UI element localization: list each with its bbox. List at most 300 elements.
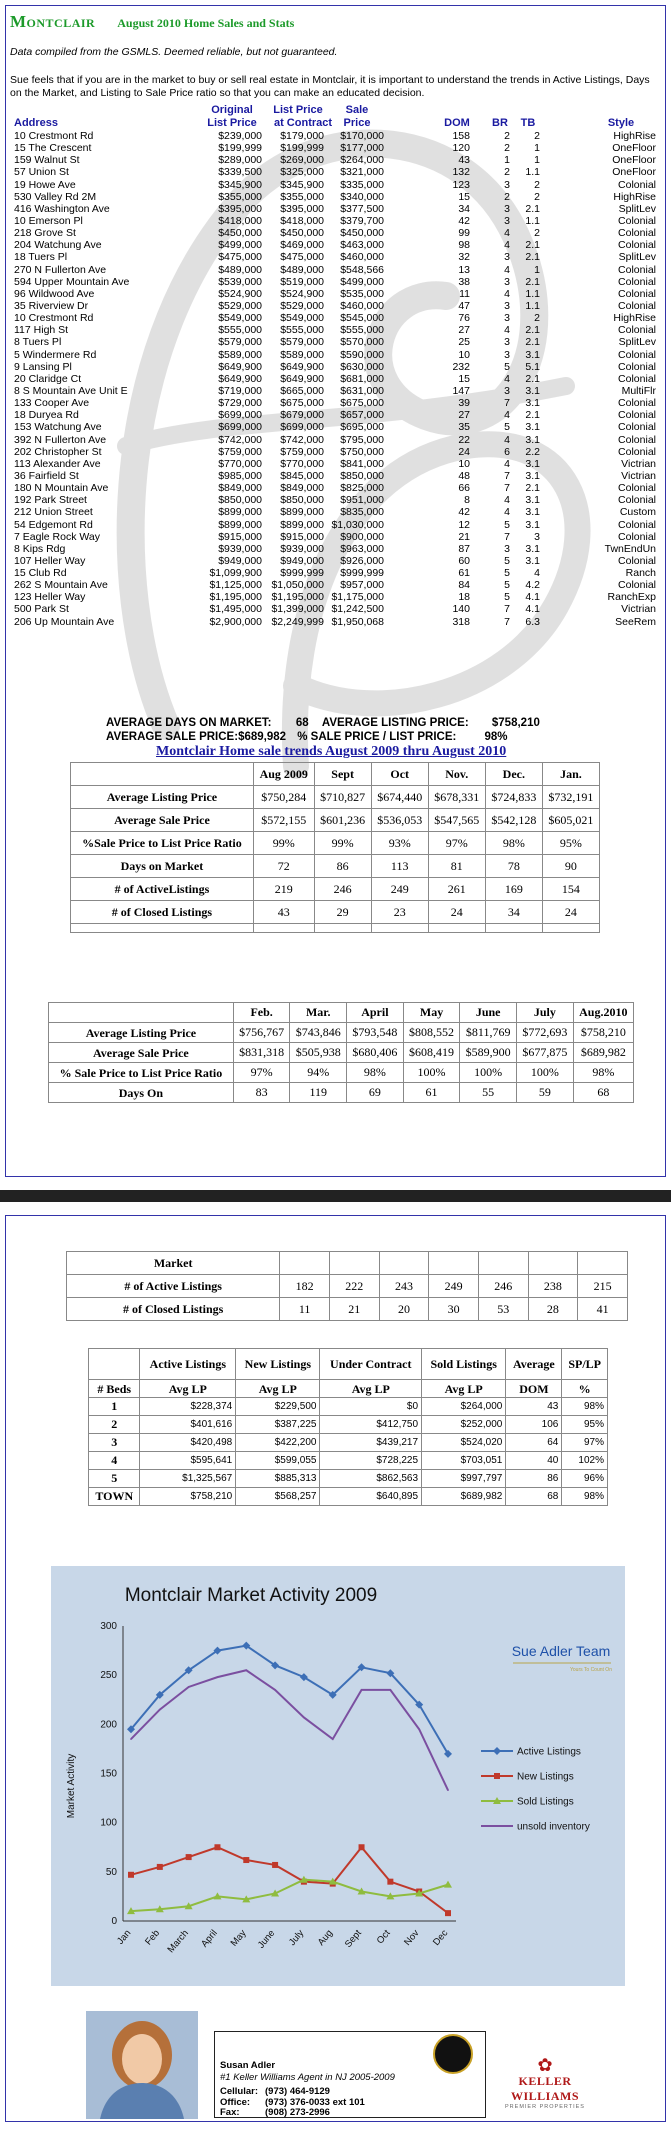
inventory-cell: $758,210 <box>140 1488 236 1506</box>
table-cell: 43 <box>253 901 314 924</box>
listing-dom: 10 <box>458 457 470 470</box>
listing-address: 123 Heller Way <box>14 591 86 604</box>
listing-bedrooms: 4 <box>504 372 510 385</box>
listing-bedrooms: 2 <box>504 130 510 142</box>
trend-title-link[interactable]: Montclair Home sale trends August 2009 thru August 2010 <box>156 744 507 759</box>
column-header: May <box>403 1003 460 1023</box>
inventory-cell: 40 <box>506 1452 562 1470</box>
listing-dom: 232 <box>452 360 470 373</box>
listing-sale-price: $1,950,068 <box>331 615 384 628</box>
listing-sale-price: $951,000 <box>340 494 384 507</box>
table-cell: 24 <box>542 901 599 924</box>
row-header: Days On <box>49 1083 234 1103</box>
listing-contract-price: $395,000 <box>280 202 324 215</box>
listing-original-price: $649,900 <box>218 372 262 385</box>
inventory-cell: $689,982 <box>422 1488 506 1506</box>
listing-sale-price: $1,030,000 <box>331 518 384 531</box>
listing-sale-price: $321,000 <box>340 166 384 179</box>
listing-original-price: $529,000 <box>218 299 262 312</box>
listing-sale-price: $340,000 <box>340 190 384 203</box>
x-tick-label: June <box>255 1927 278 1951</box>
listing-address: 35 Riverview Dr <box>14 299 89 312</box>
listing-style: HighRise <box>613 130 656 142</box>
table-cell: 243 <box>379 1275 429 1298</box>
listing-original-price: $729,000 <box>218 397 262 410</box>
table-cell: $542,128 <box>485 809 542 832</box>
listing-style: Colonial <box>618 287 656 300</box>
listing-original-price: $539,000 <box>218 275 262 288</box>
listing-baths: 2.1 <box>525 409 540 422</box>
data-point <box>128 1872 134 1878</box>
listing-bedrooms: 3 <box>504 275 510 288</box>
table-cell: $689,982 <box>573 1043 633 1063</box>
listing-baths: 3 <box>534 530 540 543</box>
inventory-table <box>88 1348 608 1506</box>
inventory-column-header: SP/LP <box>562 1349 608 1380</box>
table-cell: 98% <box>347 1063 404 1083</box>
listing-bedrooms: 5 <box>504 579 510 592</box>
listing-baths: 3.1 <box>525 554 540 567</box>
row-header: Average Listing Price <box>49 1023 234 1043</box>
listing-sale-price: $177,000 <box>340 142 384 155</box>
listing-sale-price: $570,000 <box>340 336 384 349</box>
listing-contract-price: $915,000 <box>280 530 324 543</box>
listing-row <box>10 349 660 361</box>
listing-address: 10 Crestmont Rd <box>14 312 94 325</box>
listing-contract-price: $699,000 <box>280 421 324 434</box>
listing-row <box>10 227 660 239</box>
corner-cell <box>89 1349 140 1380</box>
listing-address: 500 Park St <box>14 603 69 616</box>
series-new-listings <box>128 1844 451 1916</box>
series-unsold-inventory <box>130 1669 449 1791</box>
listing-original-price: $239,000 <box>218 130 262 142</box>
listing-row <box>10 616 660 628</box>
listing-row <box>10 166 660 178</box>
listing-address: 96 Wildwood Ave <box>14 287 95 300</box>
listing-style: MultiFlr <box>621 384 656 397</box>
table-row-empty <box>71 924 600 933</box>
listing-style: Custom <box>619 506 656 519</box>
listing-row <box>10 519 660 531</box>
listing-dom: 158 <box>452 130 470 142</box>
table-cell: 29 <box>314 901 371 924</box>
listing-dom: 98 <box>458 239 470 252</box>
inventory-column-header: Average <box>506 1349 562 1380</box>
listing-baths: 1 <box>534 142 540 155</box>
listing-row <box>10 264 660 276</box>
listing-row <box>10 312 660 324</box>
listing-original-price: $985,000 <box>218 469 262 482</box>
data-source-note: Data compiled from the GSMLS. Deemed reliable, but not guaranteed. <box>10 46 338 58</box>
listing-row <box>10 179 660 191</box>
table-cell <box>253 924 314 933</box>
listing-bedrooms: 5 <box>504 567 510 580</box>
listing-address: 113 Alexander Ave <box>14 457 101 470</box>
inventory-subheader: Avg LP <box>236 1380 320 1398</box>
listing-sale-price: $900,000 <box>340 530 384 543</box>
listing-address: 8 S Mountain Ave Unit E <box>14 384 128 397</box>
row-header: Average Listing Price <box>71 786 254 809</box>
listing-bedrooms: 1 <box>504 154 510 167</box>
listing-original-price: $499,000 <box>218 239 262 252</box>
listing-sale-price: $681,000 <box>340 372 384 385</box>
listing-address: 5 Windermere Rd <box>14 348 97 361</box>
listing-bedrooms: 4 <box>504 409 510 422</box>
bed-count: 4 <box>89 1452 140 1470</box>
listing-style: Colonial <box>618 263 656 276</box>
listing-address: 107 Heller Way <box>14 554 86 567</box>
listing-dom: 38 <box>458 275 470 288</box>
table-cell: 20 <box>379 1298 429 1321</box>
listing-dom: 66 <box>458 482 470 495</box>
listing-dom: 18 <box>458 591 470 604</box>
table-cell: 61 <box>403 1083 460 1103</box>
inventory-column-header: Sold Listings <box>422 1349 506 1380</box>
kw-logo-name: KELLER WILLIAMS <box>510 2074 579 2103</box>
listing-sale-price: $555,000 <box>340 324 384 337</box>
listing-baths: 5.1 <box>525 360 540 373</box>
table-row <box>71 878 600 901</box>
table-row <box>71 832 600 855</box>
row-header: # of ActiveListings <box>71 878 254 901</box>
listing-address: 153 Watchung Ave <box>14 421 102 434</box>
listing-sale-price: $460,000 <box>340 299 384 312</box>
listing-bedrooms: 5 <box>504 518 510 531</box>
inventory-cell: $599,055 <box>236 1452 320 1470</box>
chart-legend <box>481 1747 590 1833</box>
listing-row <box>10 203 660 215</box>
table-cell: 53 <box>478 1298 528 1321</box>
col-contract: List Price <box>273 104 323 116</box>
listing-contract-price: $269,000 <box>280 154 324 167</box>
column-header: Nov. <box>428 763 485 786</box>
inventory-cell: $387,225 <box>236 1416 320 1434</box>
listing-bedrooms: 5 <box>504 591 510 604</box>
listing-dom: 42 <box>458 214 470 227</box>
listing-contract-price: $418,000 <box>280 214 324 227</box>
listing-contract-price: $849,000 <box>280 482 324 495</box>
report-subtitle: August 2010 Home Sales and Stats <box>117 16 295 30</box>
listing-style: SplitLev <box>618 251 656 264</box>
table-row <box>71 809 600 832</box>
listing-contract-price: $1,195,000 <box>271 591 324 604</box>
listing-row <box>10 336 660 348</box>
table-cell <box>314 924 371 933</box>
office-label: Office: <box>220 2096 251 2108</box>
listing-sale-price: $545,000 <box>340 312 384 325</box>
data-point <box>130 1738 132 1740</box>
listing-bedrooms: 3 <box>504 251 510 264</box>
listing-contract-price: $649,900 <box>280 360 324 373</box>
listing-contract-price: $179,000 <box>280 130 324 142</box>
listing-row <box>10 385 660 397</box>
listing-original-price: $199,999 <box>218 142 262 155</box>
row-header: %Sale Price to List Price Ratio <box>71 832 254 855</box>
listing-style: OneFloor <box>612 154 656 167</box>
listing-contract-price: $845,000 <box>280 469 324 482</box>
summary-block <box>106 717 540 745</box>
listing-baths: 3.1 <box>525 494 540 507</box>
data-point <box>245 1669 247 1671</box>
legend-label: Active Listings <box>517 1746 581 1758</box>
column-header: Jan. <box>542 763 599 786</box>
listing-bedrooms: 7 <box>504 530 510 543</box>
listing-original-price: $742,000 <box>218 433 262 446</box>
listing-baths: 3.1 <box>525 506 540 519</box>
listing-style: HighRise <box>613 190 656 203</box>
listing-address: 8 Tuers Pl <box>14 336 62 349</box>
listing-sale-price: $335,000 <box>340 178 384 191</box>
listing-dom: 10 <box>458 348 470 361</box>
listing-style: OneFloor <box>612 166 656 179</box>
row-header: # of Closed Listings <box>67 1298 280 1321</box>
listing-baths: 3.1 <box>525 433 540 446</box>
page-divider <box>0 1190 671 1202</box>
listing-row <box>10 239 660 251</box>
listing-original-price: $849,000 <box>218 482 262 495</box>
inventory-subheader-row <box>89 1380 608 1398</box>
data-point <box>272 1862 278 1868</box>
listing-contract-price: $675,000 <box>280 397 324 410</box>
listing-address: 117 High St <box>14 324 69 337</box>
fax-label: Fax: <box>220 2107 240 2118</box>
listing-baths: 4.2 <box>525 579 540 592</box>
listing-style: Colonial <box>618 530 656 543</box>
inventory-cell: $252,000 <box>422 1416 506 1434</box>
inventory-column-header: Under Contract <box>320 1349 422 1380</box>
listing-style: Colonial <box>618 421 656 434</box>
bed-count: TOWN <box>89 1488 140 1506</box>
table-cell <box>428 924 485 933</box>
row-header: # of Active Listings <box>67 1275 280 1298</box>
row-header: # of Closed Listings <box>71 901 254 924</box>
listing-style: Colonial <box>618 554 656 567</box>
table-cell: 69 <box>347 1083 404 1103</box>
avg-sale-value: $689,982 <box>238 731 287 743</box>
business-card <box>214 2031 486 2118</box>
inventory-cell: 102% <box>562 1452 608 1470</box>
listing-address: 8 Kips Rdg <box>14 542 66 555</box>
chart-series <box>127 1642 452 1916</box>
table-cell: 119 <box>290 1083 347 1103</box>
table-cell: 21 <box>329 1298 379 1321</box>
table-cell: 28 <box>528 1298 578 1321</box>
listing-style: SeeRem <box>615 615 656 628</box>
listing-sale-price: $548,566 <box>340 263 384 276</box>
data-point <box>217 1676 219 1678</box>
listing-row <box>10 191 660 203</box>
listing-dom: 47 <box>458 299 470 312</box>
inventory-subheader: # Beds <box>89 1380 140 1398</box>
listing-row <box>10 409 660 421</box>
listing-row <box>10 130 660 142</box>
listing-original-price: $579,000 <box>218 336 262 349</box>
listing-address: 15 The Crescent <box>14 142 92 155</box>
market-activity-chart <box>51 1566 625 1986</box>
data-point <box>444 1881 452 1888</box>
table-cell: 246 <box>314 878 371 901</box>
table-cell: 113 <box>371 855 428 878</box>
table-row <box>49 1063 634 1083</box>
row-header: Market <box>67 1252 280 1275</box>
x-tick-label: Dec <box>431 1927 451 1948</box>
inventory-cell: 86 <box>506 1470 562 1488</box>
listing-baths: 1 <box>534 263 540 276</box>
listing-sale-price: $590,000 <box>340 348 384 361</box>
x-tick-label: Feb <box>143 1927 163 1948</box>
avg-list-label: AVERAGE LISTING PRICE: <box>321 717 469 729</box>
listing-address: 270 N Fullerton Ave <box>14 263 107 276</box>
avg-list-value: $758,210 <box>491 717 540 729</box>
table-cell: 97% <box>233 1063 290 1083</box>
listing-contract-price: $579,000 <box>280 336 324 349</box>
row-header: Average Sale Price <box>71 809 254 832</box>
table-cell: 97% <box>428 832 485 855</box>
listing-contract-price: $649,900 <box>280 372 324 385</box>
listing-sale-price: $850,000 <box>340 469 384 482</box>
x-tick-label: Jan <box>115 1927 134 1947</box>
listing-address: 202 Christopher St <box>14 445 102 458</box>
listing-sale-price: $463,000 <box>340 239 384 252</box>
listing-style: OneFloor <box>612 142 656 155</box>
listing-sale-price: $963,000 <box>340 542 384 555</box>
table-cell: 100% <box>517 1063 574 1083</box>
listing-style: Colonial <box>618 482 656 495</box>
table-cell: 90 <box>542 855 599 878</box>
table-cell: 59 <box>517 1083 574 1103</box>
listing-dom: 15 <box>458 190 470 203</box>
cell-number[interactable]: (973) 464-9129 <box>265 2086 330 2097</box>
trend-table-feb-aug <box>48 1002 634 1103</box>
listing-baths: 2.1 <box>525 336 540 349</box>
inventory-subheader: % <box>562 1380 608 1398</box>
inventory-cell: $264,000 <box>422 1398 506 1416</box>
inventory-cell: $420,498 <box>140 1434 236 1452</box>
listing-dom: 84 <box>458 579 470 592</box>
listing-original-price: $699,000 <box>218 421 262 434</box>
listing-sale-price: $264,000 <box>340 154 384 167</box>
contact-section <box>86 2011 596 2121</box>
keller-williams-logo <box>491 2056 599 2110</box>
table-cell: 83 <box>233 1083 290 1103</box>
phone-list <box>220 2087 365 2119</box>
listing-contract-price: $999,999 <box>280 567 324 580</box>
listing-row <box>10 434 660 446</box>
table-cell: $674,440 <box>371 786 428 809</box>
table-cell: 55 <box>460 1083 517 1103</box>
listing-sale-price: $695,000 <box>340 421 384 434</box>
listing-original-price: $524,900 <box>218 287 262 300</box>
table-cell: $772,693 <box>517 1023 574 1043</box>
listing-dom: 61 <box>458 567 470 580</box>
listing-contract-price: $665,000 <box>280 384 324 397</box>
y-tick-label: 250 <box>100 1670 117 1682</box>
listing-dom: 132 <box>452 166 470 179</box>
listing-dom: 12 <box>458 518 470 531</box>
listing-baths: 1.1 <box>525 214 540 227</box>
table-cell: 23 <box>371 901 428 924</box>
office-number[interactable]: (973) 376-0033 ext 101 <box>265 2096 365 2108</box>
listing-baths: 1.1 <box>525 299 540 312</box>
table-cell: 86 <box>314 855 371 878</box>
col-sale: Sale <box>345 104 369 116</box>
listing-bedrooms: 4 <box>504 263 510 276</box>
avg-dom-value: 68 <box>295 717 309 729</box>
table-cell: 100% <box>460 1063 517 1083</box>
inventory-cell: 106 <box>506 1416 562 1434</box>
kw-emblem-icon: ✿ <box>537 2055 553 2075</box>
kw-logo-sub: PREMIER PROPERTIES <box>505 2104 585 2110</box>
row-header: % Sale Price to List Price Ratio <box>49 1063 234 1083</box>
listings-table <box>10 104 660 628</box>
listing-dom: 11 <box>459 287 470 300</box>
table-cell <box>371 924 428 933</box>
table-cell: $536,053 <box>371 809 428 832</box>
chart-axes <box>100 1621 456 1955</box>
col-contract-2: at Contract <box>273 117 333 129</box>
table-cell <box>528 1252 578 1275</box>
table-row <box>67 1275 628 1298</box>
listing-dom: 27 <box>458 409 470 422</box>
data-point <box>359 1844 365 1850</box>
listing-rows <box>10 130 660 628</box>
table-cell: $677,875 <box>517 1043 574 1063</box>
row-header: Days on Market <box>71 855 254 878</box>
listing-bedrooms: 4 <box>504 506 510 519</box>
inventory-cell: $1,325,567 <box>140 1470 236 1488</box>
listing-dom: 147 <box>452 384 470 397</box>
listing-dom: 42 <box>458 506 470 519</box>
listing-address: 19 Howe Ave <box>14 178 76 191</box>
y-tick-label: 150 <box>100 1768 117 1780</box>
listing-address: 57 Union St <box>14 166 69 179</box>
listing-bedrooms: 3 <box>504 384 510 397</box>
listing-original-price: $1,495,000 <box>209 603 262 616</box>
listing-address: 416 Washington Ave <box>14 202 110 215</box>
y-tick-label: 300 <box>100 1621 117 1632</box>
listing-original-price: $899,000 <box>218 506 262 519</box>
column-header: Mar. <box>290 1003 347 1023</box>
listing-dom: 99 <box>458 227 470 240</box>
inventory-row <box>89 1452 608 1470</box>
team-logo-tagline: Yours To Count On <box>570 1667 612 1673</box>
corner-cell <box>49 1003 234 1023</box>
inventory-cell: 98% <box>562 1488 608 1506</box>
listing-dom: 48 <box>458 469 470 482</box>
listing-contract-price: $899,000 <box>280 518 324 531</box>
listing-style: Colonial <box>618 494 656 507</box>
listing-style: TwnEndUn <box>604 542 656 555</box>
listing-original-price: $555,000 <box>218 324 262 337</box>
listing-contract-price: $549,000 <box>280 312 324 325</box>
listing-style: SplitLev <box>618 336 656 349</box>
listing-contract-price: $899,000 <box>280 506 324 519</box>
listing-sale-price: $841,000 <box>340 457 384 470</box>
table-cell: 249 <box>371 878 428 901</box>
legend-marker <box>494 1773 500 1779</box>
listing-address: 204 Watchung Ave <box>14 239 102 252</box>
table-cell <box>485 924 542 933</box>
table-cell: 41 <box>578 1298 628 1321</box>
listing-address: 18 Tuers Pl <box>14 251 68 264</box>
table-cell: 98% <box>573 1063 633 1083</box>
y-tick-label: 200 <box>100 1719 117 1731</box>
agent-tagline: #1 Keller Williams Agent in NJ 2005-2009 <box>220 2072 395 2083</box>
listing-row <box>10 251 660 263</box>
table-cell: 95% <box>542 832 599 855</box>
listing-style: SplitLev <box>618 202 656 215</box>
